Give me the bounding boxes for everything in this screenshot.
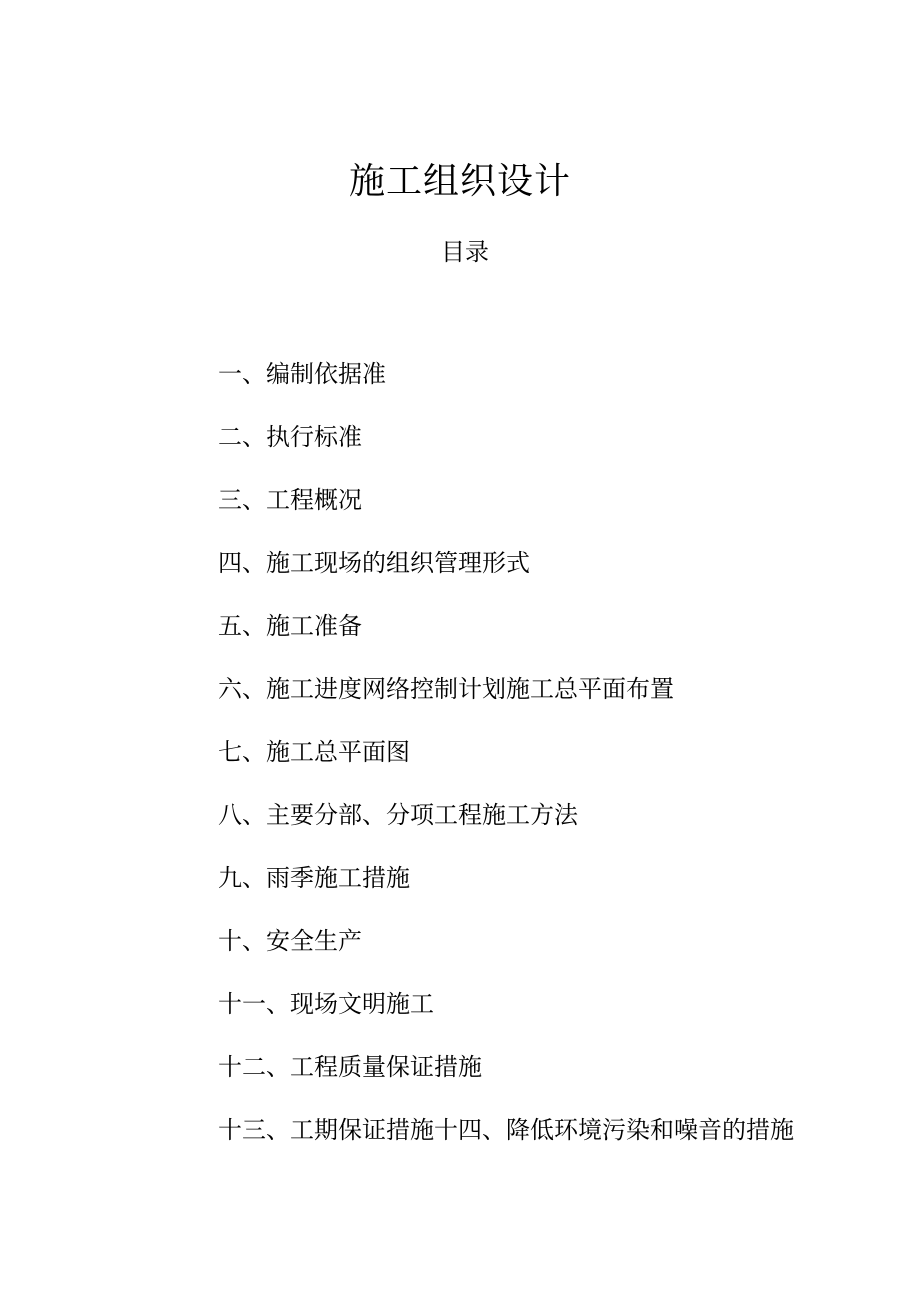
toc-item: 七、施工总平面图: [218, 738, 410, 766]
toc-item: 十一、现场文明施工: [218, 990, 434, 1018]
toc-item: 三、工程概况: [218, 486, 362, 514]
toc-item: 十三、工期保证措施十四、降低环境污染和噪音的措施: [218, 1116, 794, 1144]
toc-heading: 目录: [441, 238, 489, 266]
toc-item: 十二、工程质量保证措施: [218, 1053, 482, 1081]
toc-item: 八、主要分部、分项工程施工方法: [218, 801, 578, 829]
toc-item: 五、施工准备: [218, 612, 362, 640]
toc-item: 二、执行标准: [218, 423, 362, 451]
toc-item: 四、施工现场的组织管理形式: [218, 549, 530, 577]
table-of-contents: [218, 357, 898, 1176]
toc-item: 六、施工进度网络控制计划施工总平面布置: [218, 675, 674, 703]
toc-item: 九、雨季施工措施: [218, 864, 410, 892]
toc-item: 一、编制依据准: [218, 360, 386, 388]
document-title: 施工组织设计: [348, 161, 571, 202]
toc-item: 十、安全生产: [218, 927, 362, 955]
